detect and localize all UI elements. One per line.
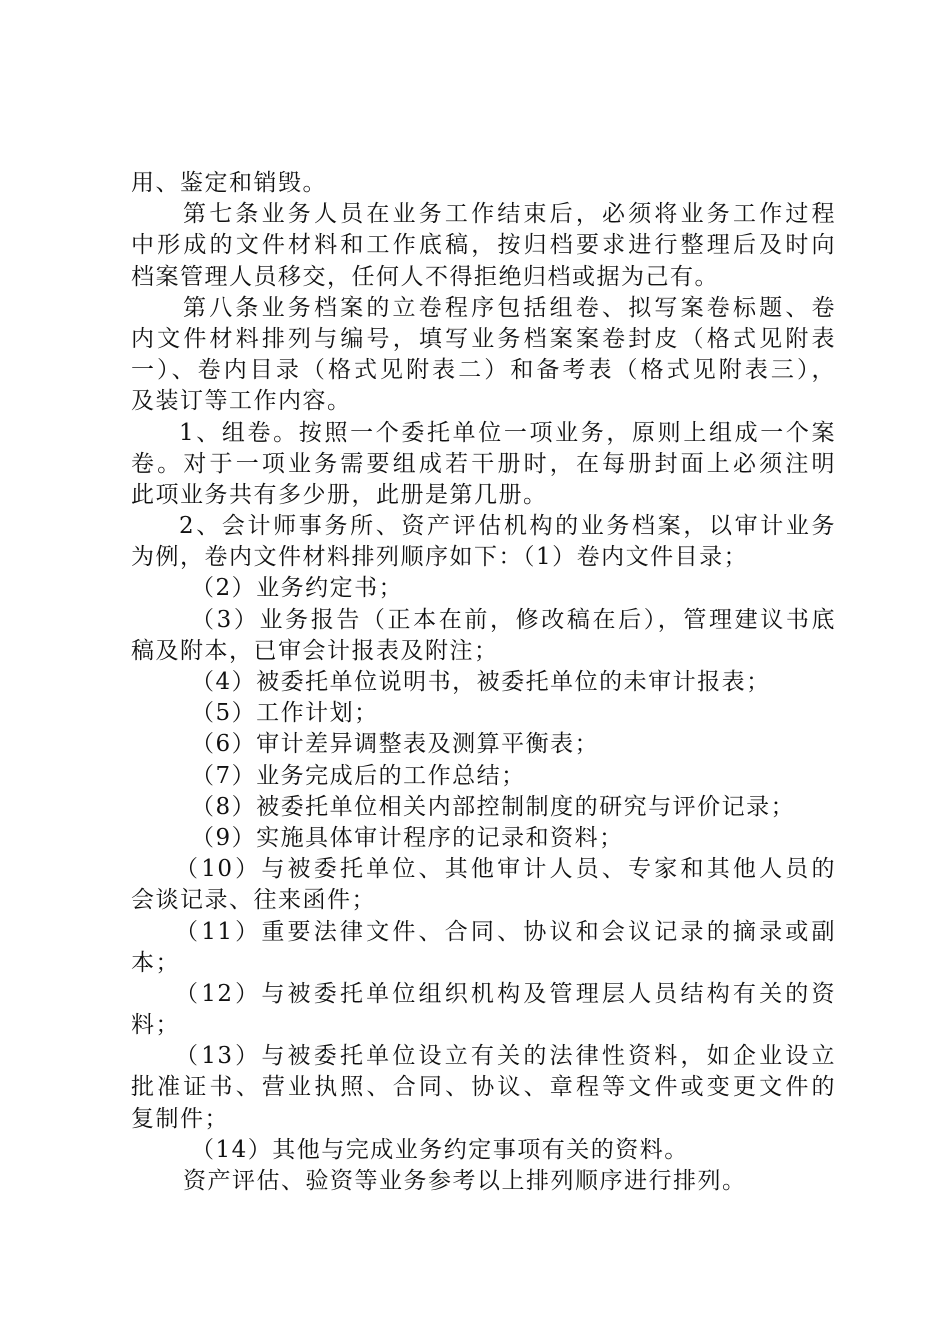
text-line: 稿及附本，已审会计报表及附注；	[131, 637, 499, 664]
text-line: 档案管理人员移交，任何人不得拒绝归档或据为己有。	[131, 263, 719, 290]
text-line: （9）实施具体审计程序的记录和资料；	[191, 824, 624, 851]
text-line: 资产评估、验资等业务参考以上排列顺序进行排列。	[183, 1168, 747, 1194]
text-line: （4）被委托单位说明书，被委托单位的未审计报表；	[191, 669, 771, 695]
text-line: （5）工作计划；	[191, 700, 379, 727]
text-line: （2）业务约定书；	[191, 575, 404, 602]
text-line: （10）与被委托单位、其他审计人员、专家和其他人员的	[175, 856, 836, 883]
text-line: 为例，卷内文件材料排列顺序如下：（1）卷内文件目录；	[131, 544, 749, 571]
text-line: （8）被委托单位相关内部控制制度的研究与评价记录；	[191, 793, 796, 820]
text-line: 批准证书、营业执照、合同、协议、章程等文件或变更文件的	[131, 1074, 836, 1101]
text-line: （7）业务完成后的工作总结；	[191, 762, 526, 789]
text-line: 复制件；	[131, 1105, 229, 1132]
text-line: 第七条业务人员在业务工作结束后，必须将业务工作过程	[183, 201, 836, 228]
text-line: 卷。对于一项业务需要组成若干册时，在每册封面上必须注明	[131, 450, 836, 477]
text-line: （13）与被委托单位设立有关的法律性资料，如企业设立	[175, 1043, 836, 1070]
text-line: 本；	[131, 949, 180, 976]
text-line: 1、组卷。按照一个委托单位一项业务，原则上组成一个案	[179, 419, 836, 446]
text-line: 此项业务共有多少册，此册是第几册。	[131, 481, 548, 508]
text-line: 用、鉴定和销毁。	[131, 170, 327, 196]
text-line: （6）审计差异调整表及测算平衡表；	[191, 731, 600, 758]
text-line: （12）与被委托单位组织机构及管理层人员结构有关的资	[175, 980, 836, 1007]
text-line: 2、会计师事务所、资产评估机构的业务档案，以审计业务	[179, 513, 836, 540]
text-line: 及装订等工作内容。	[131, 388, 352, 415]
text-line: 内文件材料排列与编号，填写业务档案案卷封皮（格式见附表	[131, 325, 836, 352]
text-line: 会谈记录、往来函件；	[131, 887, 376, 914]
text-line: （3）业务报告（正本在前，修改稿在后），管理建议书底	[191, 606, 836, 633]
text-line: （14）其他与完成业务约定事项有关的资料。	[191, 1136, 689, 1163]
text-line: （11）重要法律文件、合同、协议和会议记录的摘录或副	[175, 918, 836, 945]
text-line: 中形成的文件材料和工作底稿，按归档要求进行整理后及时向	[131, 232, 836, 259]
text-line: 一）、卷内目录（格式见附表二）和备考表（格式见附表三），	[131, 357, 836, 384]
text-line: 第八条业务档案的立卷程序包括组卷、拟写案卷标题、卷	[183, 294, 836, 321]
text-line: 料；	[131, 1012, 180, 1039]
document-body	[131, 168, 836, 1197]
